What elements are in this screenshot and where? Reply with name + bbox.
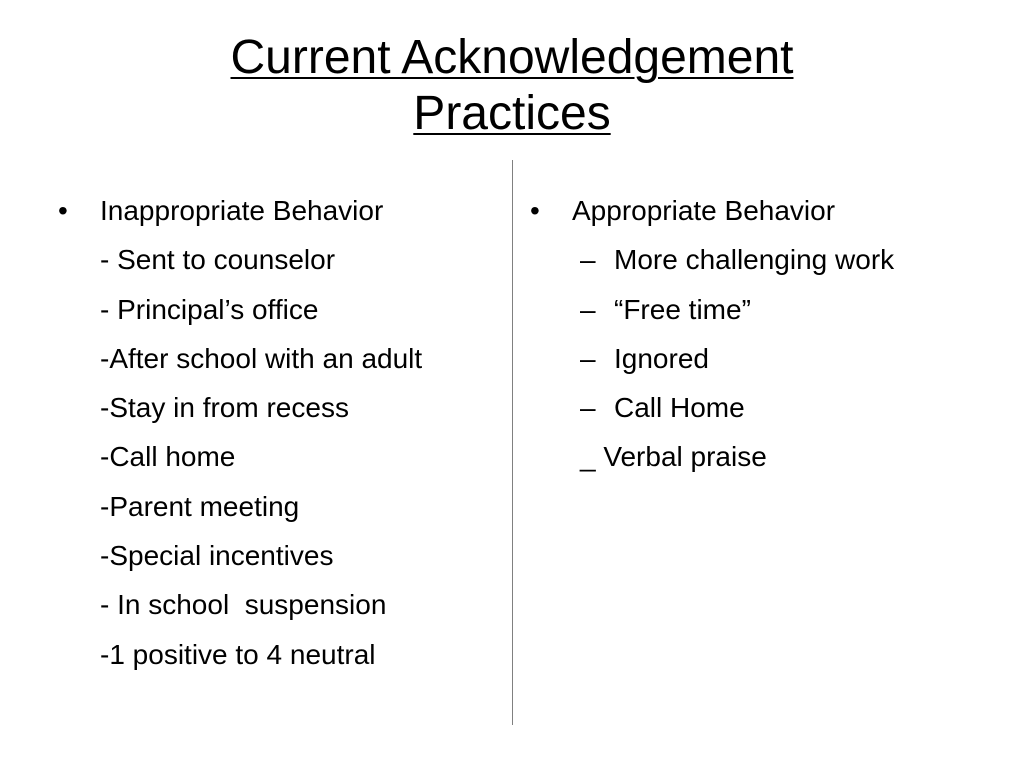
dash-icon: – [580,293,596,325]
right-item-text: Ignored [614,342,709,374]
title-line-2: Practices [413,87,611,140]
left-heading: Inappropriate Behavior [100,195,384,226]
right-column [530,186,1010,482]
dash-icon: – [580,244,596,276]
right-item-text: More challenging work [614,244,895,276]
left-item: - Sent to counselor [100,244,336,276]
right-item [530,334,1010,383]
bullet-icon: • [530,195,540,226]
slide-title [0,30,1024,142]
left-item: - Principal’s office [100,293,319,325]
left-item: -1 positive to 4 neutral [100,638,376,670]
left-item: -Special incentives [100,540,334,572]
right-item-last: _ Verbal praise [580,441,767,473]
left-item: - In school suspension [100,589,387,621]
right-item [530,235,1010,284]
left-item: -After school with an adult [100,342,423,374]
right-heading-row [530,186,1010,235]
column-divider [512,160,513,725]
right-item-text: Call Home [614,392,745,424]
bullet-icon: • [58,195,68,226]
title-line-1: Current Acknowledgement [230,31,794,84]
left-column [58,186,508,679]
left-item: -Call home [100,441,236,473]
dash-icon: – [580,342,596,374]
left-item: -Stay in from recess [100,392,349,424]
dash-icon: – [580,392,596,424]
left-item: -Parent meeting [100,490,300,522]
right-item [530,383,1010,432]
right-item [530,285,1010,334]
right-heading: Appropriate Behavior [572,195,836,226]
left-heading-row [58,186,508,235]
right-item-text: “Free time” [614,293,751,325]
